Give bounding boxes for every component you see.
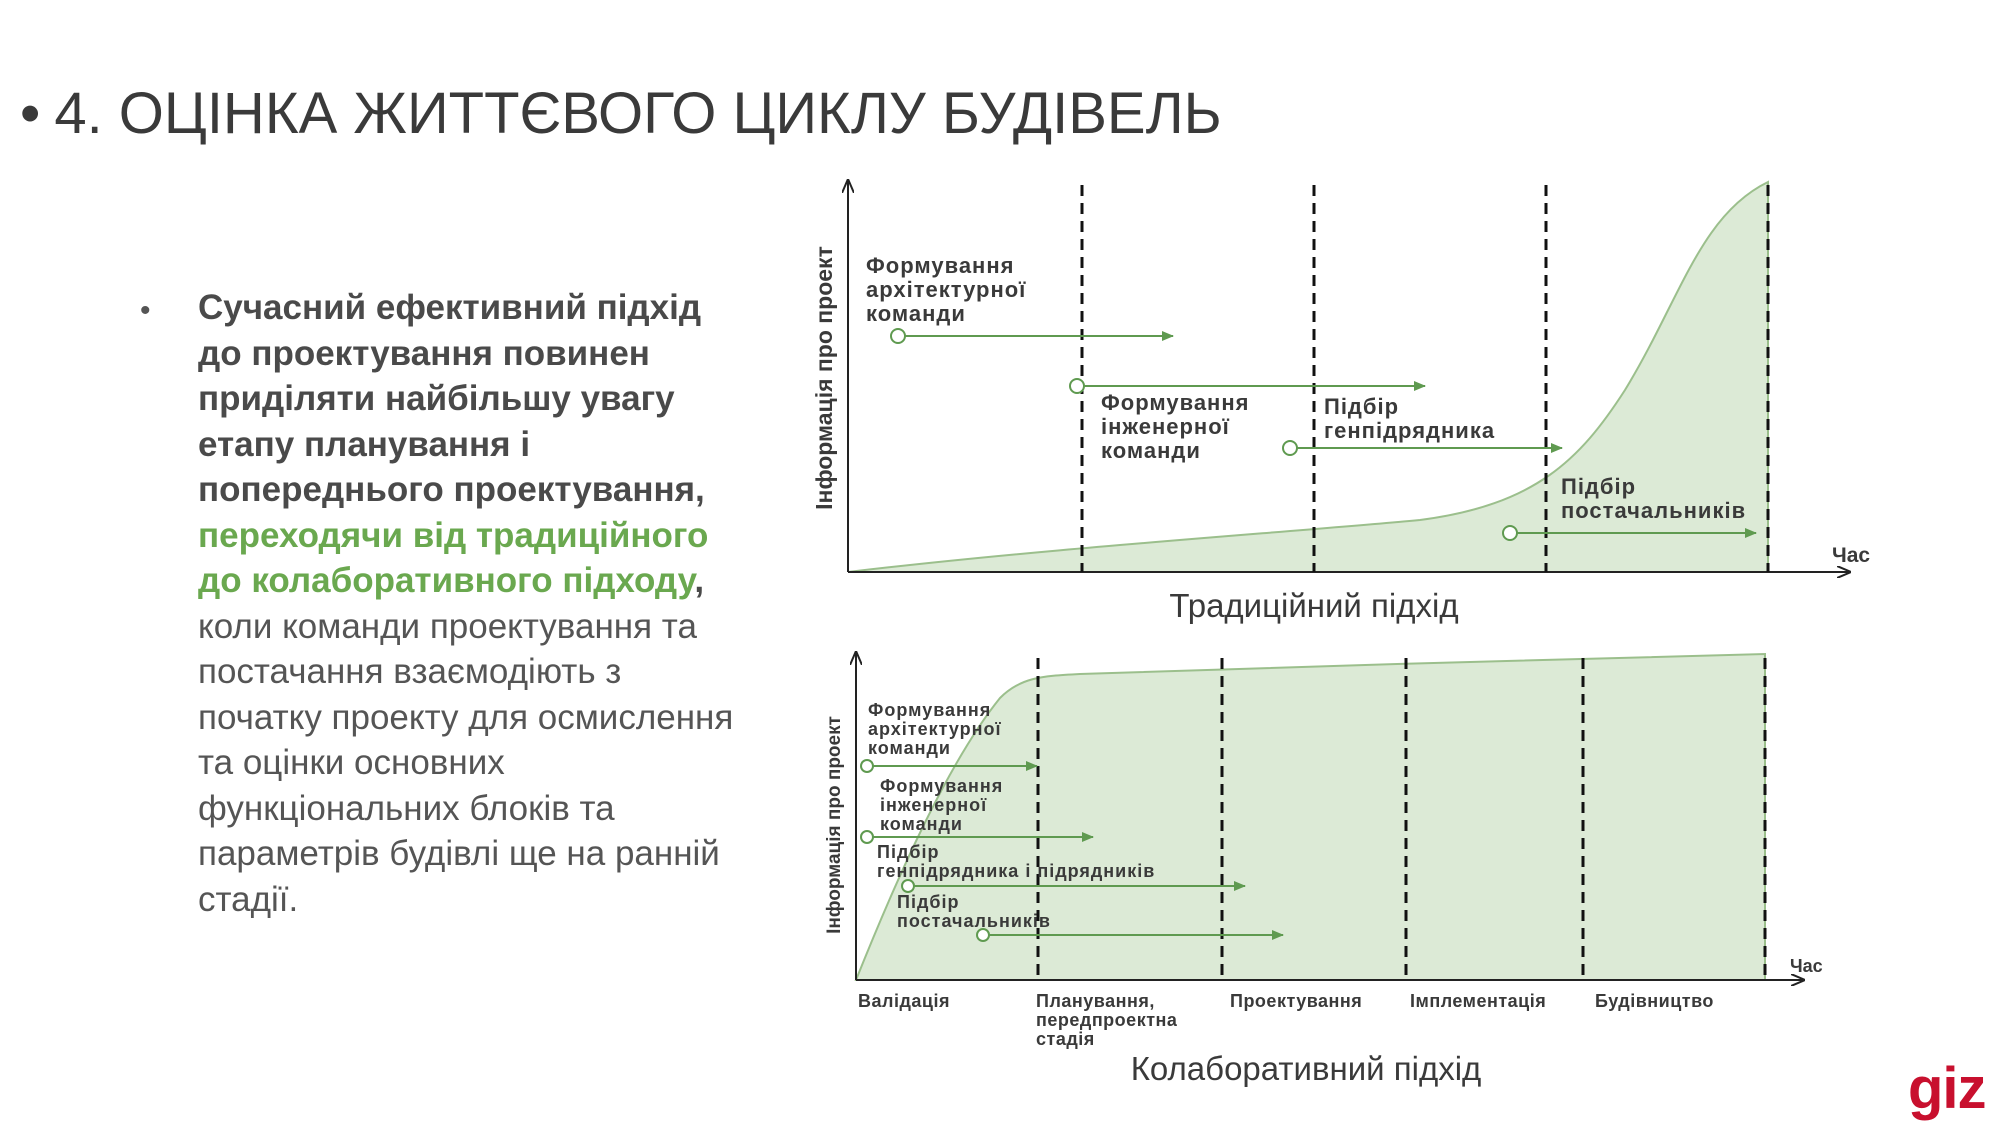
collaborative-y-label: Інформація про проект xyxy=(824,716,845,934)
stage-label: Проектування xyxy=(1230,991,1363,1011)
traditional-arrow-start xyxy=(1503,526,1517,540)
traditional-caption: Традиційний підхід xyxy=(1169,587,1459,624)
green-text: переходячи від традиційного до колаборативного підходу xyxy=(198,515,709,600)
traditional-arrow-label: Формування інженерної команди xyxy=(1101,390,1250,463)
traditional-arrow-start xyxy=(1283,441,1297,455)
collaborative-arrow-start xyxy=(902,880,914,892)
traditional-arrow-start xyxy=(1070,379,1084,393)
traditional-arrow-label: Підбір генпідрядника xyxy=(1324,394,1496,443)
traditional-diagram xyxy=(811,180,1870,624)
bullet-marker: • xyxy=(140,294,151,327)
title-bullet: • xyxy=(20,81,41,146)
bold-text: Сучасний ефективний підхід до проектування повинен приділяти найбільшу увагу етапу планування і попереднього проектування, xyxy=(198,288,705,509)
collaborative-arrow-start xyxy=(861,831,873,843)
stage-label: Імплементація xyxy=(1410,991,1547,1011)
stage-label: Будівництво xyxy=(1595,991,1714,1011)
comma: , xyxy=(694,561,705,600)
traditional-arrow-start xyxy=(891,329,905,343)
collaborative-arrow-label: Формування інженерної команди xyxy=(880,776,1004,834)
traditional-y-label: Інформація про проект xyxy=(811,246,837,510)
collaborative-arrow-label: Формування архітектурної команди xyxy=(868,700,1002,758)
collaborative-arrow-label: Підбір постачальників xyxy=(897,892,1051,931)
stage-label: Валідація xyxy=(858,991,950,1011)
giz-logo: giz xyxy=(1908,1056,1986,1121)
collaborative-arrow-start xyxy=(861,760,873,772)
collaborative-arrow-label: Підбір генпідрядника і підрядників xyxy=(877,842,1156,881)
traditional-arrow-label: Формування архітектурної команди xyxy=(866,253,1027,326)
stage-label: Планування, передпроектна стадія xyxy=(1036,991,1178,1049)
normal-text: коли команди проектування та постачання взаємодіють з початку проекту для осмислення та оцінки основних функціональних блоків та параметрів будівлі ще на ранній стадії. xyxy=(198,606,734,919)
title-text: 4. ОЦІНКА ЖИТТЄВОГО ЦИКЛУ БУДІВЕЛЬ xyxy=(54,81,1222,146)
collaborative-caption: Колаборативний підхід xyxy=(1130,1050,1482,1087)
traditional-x-label: Час xyxy=(1832,544,1871,567)
traditional-arrow-label: Підбір постачальників xyxy=(1561,474,1747,523)
collaborative-diagram xyxy=(824,652,1823,1087)
collaborative-x-label: Час xyxy=(1790,956,1823,976)
